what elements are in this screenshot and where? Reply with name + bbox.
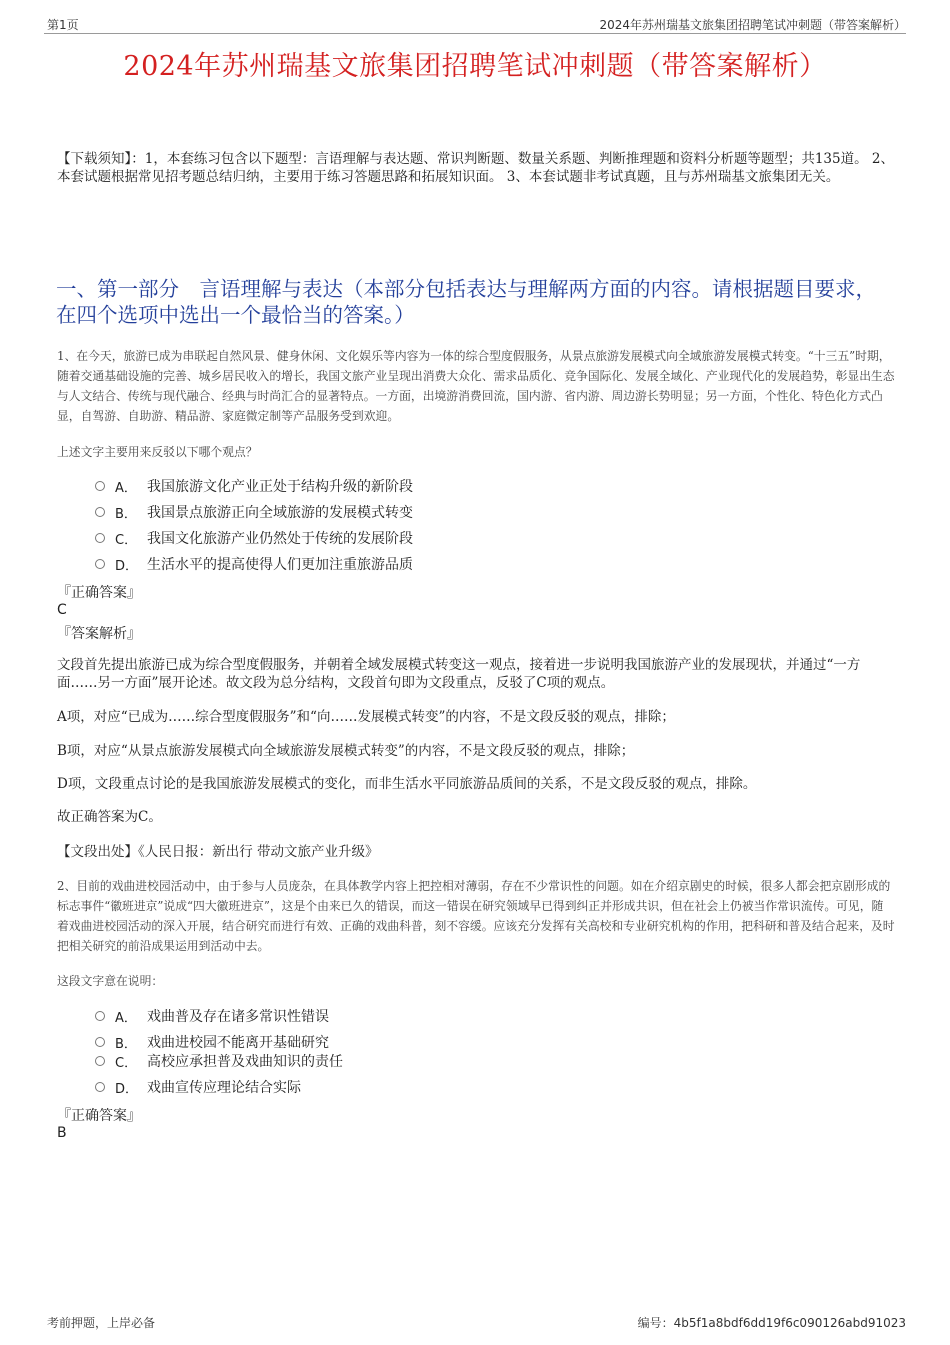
question-2-prompt: 这段文字意在说明：	[57, 974, 164, 988]
document-title: 2024年苏州瑞基文旅集团招聘笔试冲刺题（带答案解析）	[123, 51, 827, 82]
document-code: 编号：4b5f1a8bdf6dd19f6c090126abd91023	[637, 1316, 906, 1330]
analysis-label: 『答案解析』	[57, 626, 141, 642]
analysis-paragraph: A项，对应“已成为……综合型度假服务”和“向……发展模式转变”的内容，不是文段反驳的观点，排除；	[57, 709, 675, 725]
question-1-option-a[interactable]: A． 我国旅游文化产业正处于结构升级的新阶段	[95, 476, 413, 496]
question-2-option-d[interactable]: D． 戏曲宣传应理论结合实际	[95, 1077, 301, 1097]
question-1-stem: 1、在今天，旅游已成为串联起自然风景、健身休闲、文化娱乐等内容为一体的综合型度假服务，从景点旅游发展模式向全域旅游发展模式转变。“十三五”时期，随着交通基础设施的完善、城乡居民收入的增长，我国文旅产业呈现出消费大众化、需求品质化、竞争国际化、发展全域化、产业现代化的发展趋势，彰显出生态与人文结合、传统与现代融合、经典与时尚汇合的显著特点。一方面，出境游消费回流，国内游、省内游、周边游长势明显；另一方面，个性化、特色化方式凸显，自驾游、自助游、精品游、家庭微定制等产品服务受到欢迎。	[57, 349, 895, 423]
radio-button[interactable]	[95, 481, 105, 491]
radio-button[interactable]	[95, 1011, 105, 1021]
question-1-option-b[interactable]: B． 我国景点旅游正向全域旅游的发展模式转变	[95, 502, 413, 522]
page-number: 第1页	[47, 18, 79, 32]
correct-answer-label: 『正确答案』	[57, 585, 141, 601]
analysis-paragraph: D项，文段重点讨论的是我国旅游发展模式的变化，而非生活水平同旅游品质间的关系，不是文段反驳的观点，排除。	[57, 776, 757, 792]
radio-button[interactable]	[95, 1037, 105, 1047]
source-citation: 【文段出处】《人民日报：新出行 带动文旅产业升级》	[57, 844, 379, 860]
download-notice: 【下载须知】：1，本套练习包含以下题型：言语理解与表达题、常识判断题、数量关系题、判断推理题和资料分析题等题型；共135道。 2、本套试题根据常见招考题总结归纳，主要用于练习答题思路和拓展知识面。 3、本套试题非考试真题，且与苏州瑞基文旅集团无关。	[57, 151, 894, 185]
running-header-title: 2024年苏州瑞基文旅集团招聘笔试冲刺题（带答案解析）	[599, 18, 906, 32]
correct-answer-value: C	[57, 602, 67, 618]
radio-button[interactable]	[95, 559, 105, 569]
analysis-paragraph: B项，对应“从景点旅游发展模式向全域旅游发展模式转变”的内容，不是文段反驳的观点，排除；	[57, 743, 635, 759]
radio-button[interactable]	[95, 1082, 105, 1092]
radio-button[interactable]	[95, 1056, 105, 1066]
header-divider	[44, 33, 906, 34]
question-2-option-c[interactable]: C． 高校应承担普及戏曲知识的责任	[95, 1051, 343, 1071]
question-1-option-d[interactable]: D． 生活水平的提高使得人们更加注重旅游品质	[95, 554, 413, 574]
question-1-option-c[interactable]: C． 我国文化旅游产业仍然处于传统的发展阶段	[95, 528, 413, 548]
analysis-paragraph: 文段首先提出旅游已成为综合型度假服务，并朝着全域发展模式转变这一观点，接着进一步说明我国旅游产业的发展现状，并通过“一方面……另一方面”展开论述。故文段为总分结构，文段首句即为文段重点，反驳了C项的观点。	[57, 657, 861, 691]
correct-answer-value: B	[57, 1125, 67, 1141]
question-2-option-b[interactable]: B． 戏曲进校园不能离开基础研究	[95, 1032, 329, 1052]
radio-button[interactable]	[95, 507, 105, 517]
radio-button[interactable]	[95, 533, 105, 543]
section-heading: 一、第一部分 言语理解与表达（本部分包括表达与理解两方面的内容。请根据题目要求，在四个选项中选出一个最恰当的答案。）	[56, 277, 876, 327]
question-1-prompt: 上述文字主要用来反驳以下哪个观点？	[57, 445, 258, 459]
question-2-stem: 2、目前的戏曲进校园活动中，由于参与人员庞杂，在具体教学内容上把控相对薄弱，存在不少常识性的问题。如在介绍京剧史的时候，很多人都会把京剧形成的标志事件“徽班进京”说成“四大徽班进京”，这是个由来已久的错误，而这一错误在研究领域早已得到纠正并形成共识，但在社会上仍被当作常识流传。可见，随着戏曲进校园活动的深入开展，结合研究而进行有效、正确的戏曲科普，刻不容缓。应该充分发挥有关高校和专业研究机构的作用，把科研和普及结合起来，及时把相关研究的前沿成果运用到活动中去。	[57, 879, 895, 953]
question-2-option-a[interactable]: A． 戏曲普及存在诸多常识性错误	[95, 1006, 329, 1026]
footer-slogan: 考前押题，上岸必备	[47, 1316, 156, 1330]
analysis-conclusion: 故正确答案为C。	[57, 809, 162, 825]
correct-answer-label: 『正确答案』	[57, 1108, 141, 1124]
